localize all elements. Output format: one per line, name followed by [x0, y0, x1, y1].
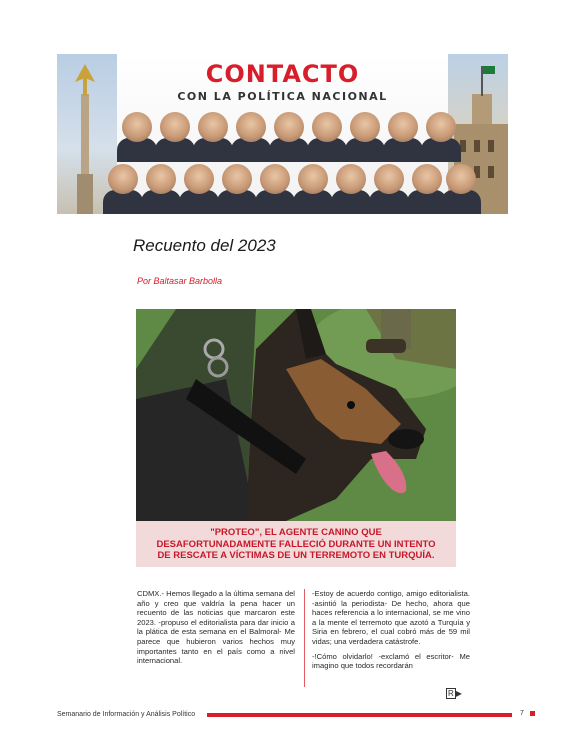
column-divider	[304, 589, 305, 687]
rescue-dog-photo	[136, 309, 456, 521]
article-title: Recuento del 2023	[133, 236, 276, 255]
masthead-banner	[57, 54, 508, 214]
brand-logo: CONTACTO	[205, 60, 360, 88]
rescue-dog-icon	[136, 309, 456, 521]
publication-name: Semanario de Información y Análisis Político	[57, 711, 196, 718]
article-byline: Por Baltasar Barbolla	[137, 276, 223, 286]
paragraph: -!Cómo olvidarlo! -exclamó el escritor- Me imagino que todos recordarán	[312, 651, 470, 671]
brand-subtitle: CON LA POLÍTICA NACIONAL	[177, 90, 388, 103]
politicians-collage	[103, 108, 463, 214]
article-column-left	[137, 589, 295, 671]
page-marker-square	[530, 711, 535, 716]
photo-caption: "PROTEO", EL AGENTE CANINO QUE DESAFORTUNADAMENTE FALLECIÓ DURANTE UN INTENTO DE RESCATE A VÍCTIMAS DE UN TERREMOTO EN TURQUÍA.	[136, 521, 456, 567]
continue-marker-label: R	[448, 689, 454, 698]
article-column-right	[312, 589, 470, 676]
play-arrow-icon: ▶	[455, 689, 462, 698]
footer-rule	[207, 713, 512, 717]
continue-marker	[446, 689, 462, 698]
paragraph: -Estoy de acuerdo contigo, amigo editorialista. -asintió la periodista- De hecho, ahora que haces referencia a lo internacional, se me vino a la mente el terremoto que azotó a Turquía y Siria en febrero, el cual cobró más de 59 mil vidas; una verdadera catástrofe.	[312, 589, 470, 646]
paragraph: CDMX.- Hemos llegado a la última semana del año y creo que valdría la pena hacer un recuento de las noticias que marcaron este 2023. -propuso el editorialista para dar inicio a la plática de esta semana en el Balmoral- Me parece que hubieron varios hechos muy importantes tanto en el país como a nivel internacional.	[137, 589, 295, 666]
page-number: 7	[520, 710, 524, 717]
